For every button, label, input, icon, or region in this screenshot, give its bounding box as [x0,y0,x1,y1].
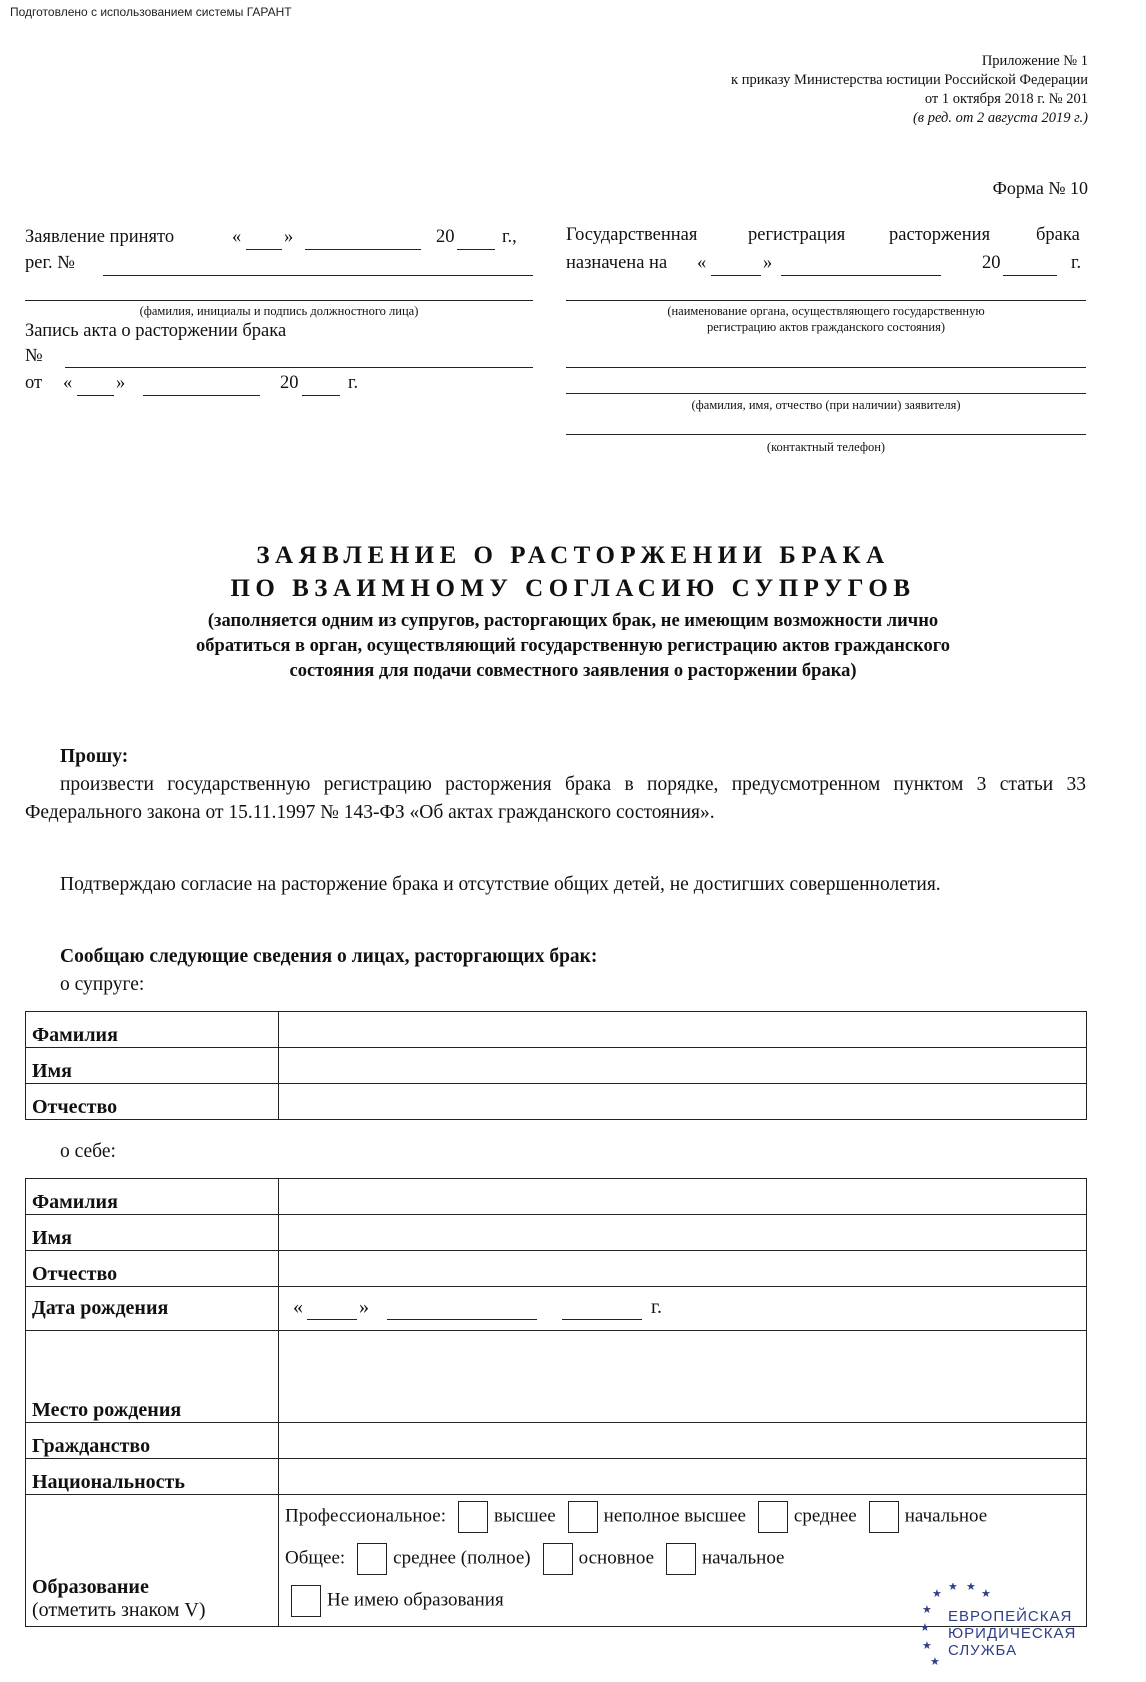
scheduled-label: назначена на [566,253,668,273]
svg-text:★: ★ [920,1621,930,1634]
self-label: о себе: [60,1141,116,1162]
birth-place-label: Место рождения [26,1331,279,1423]
quote-open: « [293,1296,303,1318]
svg-text:★: ★ [930,1655,940,1668]
form-number: Форма № 10 [992,178,1088,198]
nationality-label: Национальность [26,1459,279,1495]
svg-text:★: ★ [922,1639,932,1652]
year-suffix: г., [502,227,517,247]
birth-year-field[interactable] [562,1319,642,1320]
checkbox[interactable] [758,1501,788,1533]
scheduled-month-field[interactable] [781,275,941,276]
self-surname-label: Фамилия [26,1179,279,1215]
registration-word: расторжения [889,225,991,245]
record-day-field[interactable] [77,395,114,396]
checkbox[interactable] [357,1543,387,1575]
appendix-line: от 1 октября 2018 г. № 201 [924,91,1088,107]
document-title: ЗАЯВЛЕНИЕ О РАСТОРЖЕНИИ БРАКА [256,542,890,569]
reg-label: рег. № [25,253,75,273]
consent-text: Подтверждаю согласие на расторжение брака и отсутствие общих детей, не достигших совершеннолетия. [60,874,941,895]
spouse-patronymic-label: Отчество [26,1084,279,1120]
svg-text:★: ★ [932,1587,942,1600]
quote-open: « [63,373,73,393]
spouse-name-field[interactable] [279,1048,1087,1084]
org-caption [566,303,1086,335]
spouse-surname-field[interactable] [279,1012,1087,1048]
month-field[interactable] [305,249,421,250]
quote-close: » [763,253,773,273]
svg-text:★: ★ [966,1583,976,1593]
title-note: обратиться в орган, осуществляющий государственную регистрацию актов гражданского [196,636,950,656]
request-text: произвести государственную регистрацию расторжения брака в порядке, предусмотренном пунктом 3 статьи 33 Федерального закона от 15.11.1997 № 143-ФЗ «Об актах гражданского состояния». [25,774,1086,823]
appendix-block [731,52,1088,128]
general-row [285,1543,785,1575]
svg-text:★: ★ [981,1587,991,1600]
self-surname-field[interactable] [279,1179,1087,1215]
spouse-surname-label: Фамилия [26,1012,279,1048]
svg-text:★: ★ [922,1603,932,1616]
year-suffix: г. [651,1296,662,1318]
education-note: (отметить знаком V) [32,1599,206,1621]
applicant-caption: (фамилия, имя, отчество (при наличии) заявителя) [691,398,961,412]
logo-line: СЛУЖБА [948,1642,1018,1659]
logo-text [948,1608,1076,1659]
record-month-field[interactable] [143,395,260,396]
spouse-name-label: Имя [26,1048,279,1084]
self-table [25,1178,1087,1627]
professional-row [285,1501,987,1533]
request-label: Прошу: [60,746,129,767]
quote-close: » [359,1296,369,1318]
org-name-field[interactable] [566,300,1086,301]
citizenship-field[interactable] [279,1423,1087,1459]
registration-word: брака [1036,225,1080,245]
citizenship-label: Гражданство [26,1423,279,1459]
option-label: среднее (полное) [393,1547,531,1569]
reg-number-field[interactable] [103,275,533,276]
title-note: состояния для подачи совместного заявления о расторжении брака) [289,661,857,681]
option-label: начальное [904,1505,988,1527]
title-note: (заполняется одним из супругов, расторгающих брак, не имеющим возможности лично [207,611,939,631]
option-label: неполное высшее [603,1505,746,1527]
accepted-label: Заявление принято [25,227,175,247]
self-patronymic-label: Отчество [26,1251,279,1287]
svg-text:★: ★ [948,1583,958,1593]
education-label: Образование [32,1576,149,1598]
document-title: ПО ВЗАИМНОМУ СОГЛАСИЮ СУПРУГОВ [230,575,916,602]
quote-close: » [116,373,126,393]
checkbox[interactable] [869,1501,899,1533]
phone-field[interactable] [566,434,1086,435]
record-label: Запись акта о расторжении брака [25,321,287,341]
checkbox[interactable] [666,1543,696,1575]
edition-note: (в ред. от 2 августа 2019 г.) [912,110,1088,126]
birth-month-field[interactable] [387,1319,537,1320]
registration-word: регистрация [748,225,846,245]
year-suffix: г. [1071,253,1082,273]
birth-date-label: Дата рождения [26,1287,279,1331]
birth-date-cell [279,1287,1087,1331]
info-label: Сообщаю следующие сведения о лицах, расторгающих брак: [60,946,598,967]
applicant-field[interactable] [566,367,1086,368]
self-patronymic-field[interactable] [279,1251,1087,1287]
none-row [279,1585,504,1617]
nationality-field[interactable] [279,1459,1087,1495]
phone-caption: (контактный телефон) [766,440,886,454]
logo-line: ЕВРОПЕЙСКАЯ [948,1608,1073,1625]
option-label: основное [578,1547,655,1569]
garant-note: Подготовлено с использованием системы ГАРАНТ [10,5,292,19]
spouse-label: о супруге: [60,974,145,995]
option-label: Не имею образования [327,1589,504,1611]
self-name-field[interactable] [279,1215,1087,1251]
checkbox[interactable] [543,1543,573,1575]
education-label-cell [26,1495,279,1627]
record-year-field[interactable] [302,395,340,396]
checkbox[interactable] [458,1501,488,1533]
option-label: высшее [494,1505,556,1527]
logo [918,1583,1088,1678]
year-prefix: 20 [436,227,455,247]
quote-open: « [232,227,242,247]
option-label: начальное [702,1547,785,1569]
logo-line: ЮРИДИЧЕСКАЯ [948,1625,1077,1642]
appendix-line: к приказу Министерства юстиции Российской Федерации [731,72,1088,88]
professional-label: Профессиональное: [285,1505,446,1527]
from-label: от [25,373,43,393]
option-label: среднее [793,1505,857,1527]
self-name-label: Имя [26,1215,279,1251]
applicant-field-2[interactable] [566,393,1086,394]
number-sign: № [25,346,43,366]
appendix-line: Приложение № 1 [981,53,1088,69]
birth-place-field[interactable] [279,1331,1087,1423]
official-caption: (фамилия, инициалы и подпись должностного лица) [139,304,419,318]
scheduled-day-field[interactable] [711,275,761,276]
checkbox[interactable] [291,1585,321,1617]
org-caption-line: (наименование органа, осуществляющего государственную [667,304,985,318]
checkbox[interactable] [568,1501,598,1533]
general-label: Общее: [285,1547,346,1569]
spouse-table [25,1011,1087,1120]
official-signature-field[interactable] [25,300,533,301]
scheduled-year-field[interactable] [1003,275,1057,276]
registration-word: Государственная [566,225,698,245]
year-suffix: г. [348,373,359,393]
spouse-patronymic-field[interactable] [279,1084,1087,1120]
birth-day-field[interactable] [307,1319,357,1320]
year-prefix: 20 [280,373,299,393]
org-caption-line: регистрацию актов гражданского состояния) [706,320,946,334]
record-number-field[interactable] [65,367,533,368]
year-prefix: 20 [982,253,1001,273]
quote-open: « [697,253,707,273]
day-field[interactable] [246,249,282,250]
year-field[interactable] [457,249,495,250]
quote-close: » [284,227,294,247]
